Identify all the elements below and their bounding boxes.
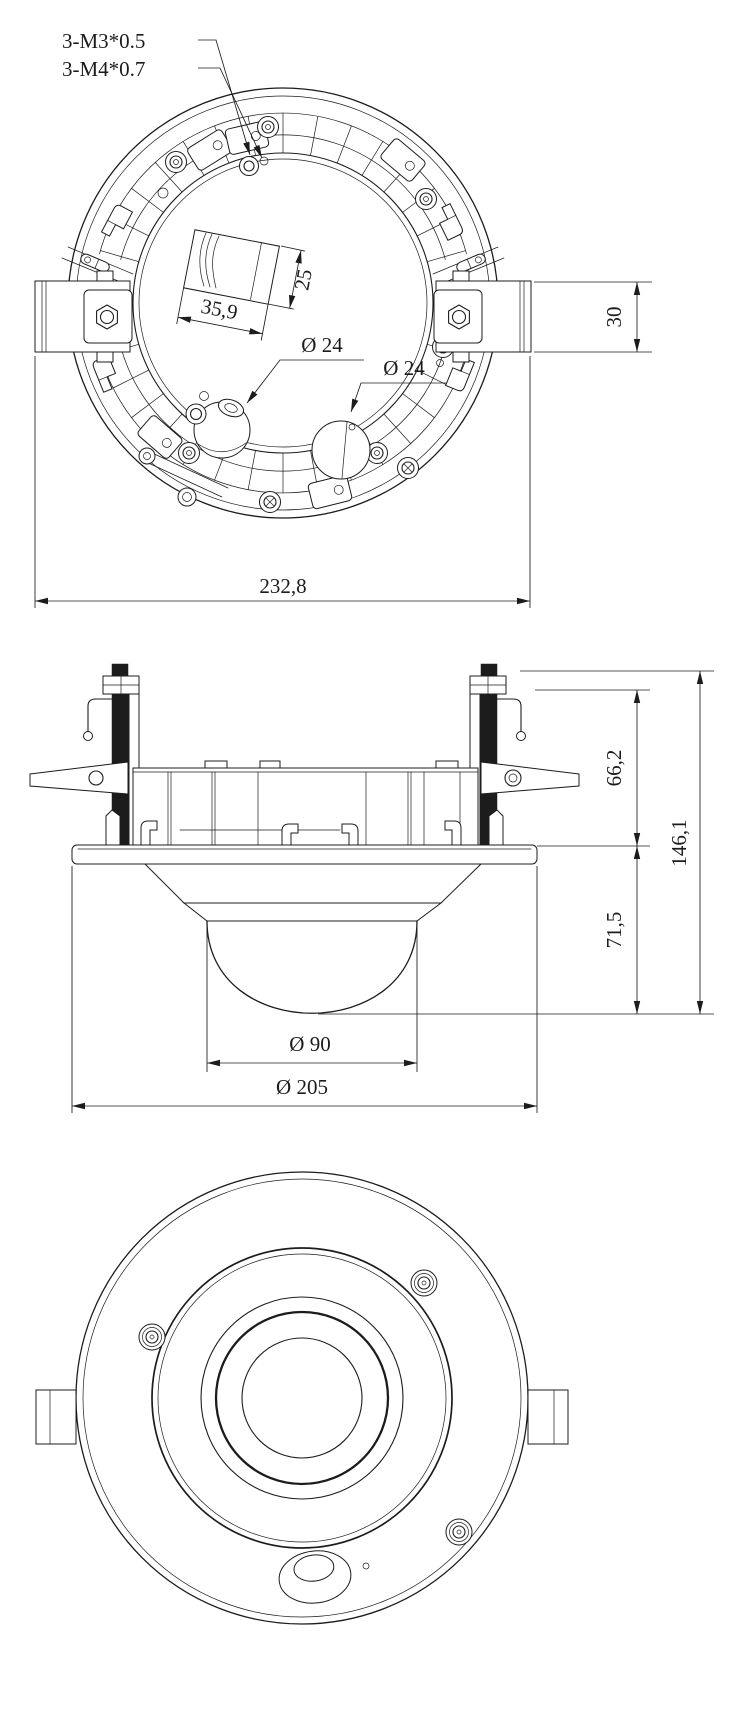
- dim-232-8: 232,8: [259, 574, 307, 598]
- trim-flange: [72, 845, 537, 864]
- ceiling-spring-right: [481, 762, 579, 794]
- rib-grid-top: [100, 113, 465, 262]
- dim-146-1: 146,1: [667, 819, 691, 867]
- cable-window: [184, 230, 280, 304]
- dim-25: 25: [289, 267, 317, 293]
- clamp-block-right: [433, 247, 531, 362]
- thread-callout-1: 3-M3*0.5: [62, 29, 146, 53]
- dim-35-9: 35,9: [199, 293, 240, 325]
- housing-box: [106, 761, 503, 848]
- dome-screw: [139, 1324, 165, 1350]
- screw-hole: [178, 488, 196, 506]
- dim-30: 30: [602, 306, 626, 328]
- dim-clamp-height: [534, 282, 652, 352]
- dim-overall-width: [35, 356, 530, 608]
- bottom-view: [36, 1172, 568, 1624]
- dim-upper-height: [535, 690, 650, 846]
- latch-pin: [363, 1563, 369, 1569]
- thread-holes: [240, 157, 269, 176]
- dia-24-left: Ø 24: [301, 333, 343, 357]
- screw-boss: [179, 443, 200, 464]
- mounting-pad: [307, 475, 352, 510]
- thread-callout-2: 3-M4*0.7: [62, 57, 146, 81]
- screw-boss: [166, 152, 187, 173]
- dome: [207, 921, 417, 1013]
- side-view: [30, 664, 714, 1113]
- screw-boss: [258, 117, 279, 138]
- snap-clip: [434, 204, 464, 241]
- dim-dome-diameter: [207, 927, 417, 1072]
- clamp-block-left: [35, 247, 133, 362]
- j-hook-right: [496, 699, 521, 732]
- dia-90: Ø 90: [289, 1032, 331, 1056]
- locking-latch: [276, 1547, 369, 1607]
- dome-throat: [145, 864, 481, 921]
- latch: [106, 810, 120, 845]
- leader-grommet-right: [348, 356, 447, 413]
- dia-24-right: Ø 24: [383, 356, 425, 380]
- phillips-screw: [398, 458, 419, 479]
- phillips-screw: [260, 492, 281, 513]
- side-tab-right: [528, 1390, 568, 1444]
- grommet-right: [312, 421, 370, 479]
- ceiling-spring-left: [30, 762, 128, 794]
- leader-grommet-left: [244, 333, 364, 405]
- dome-screw: [446, 1519, 472, 1545]
- pilot-hole: [158, 188, 168, 198]
- snap-clip: [102, 204, 133, 241]
- screw-boss: [416, 189, 437, 210]
- j-hook-left: [88, 699, 113, 732]
- dome-screw: [411, 1270, 437, 1296]
- dia-205: Ø 205: [276, 1075, 328, 1099]
- latch: [489, 810, 503, 845]
- dim-66-2: 66,2: [602, 749, 626, 787]
- dim-total-height: [520, 671, 714, 1014]
- dim-71-5: 71,5: [602, 911, 626, 949]
- side-tab-left: [36, 1390, 76, 1444]
- top-view: [35, 29, 652, 608]
